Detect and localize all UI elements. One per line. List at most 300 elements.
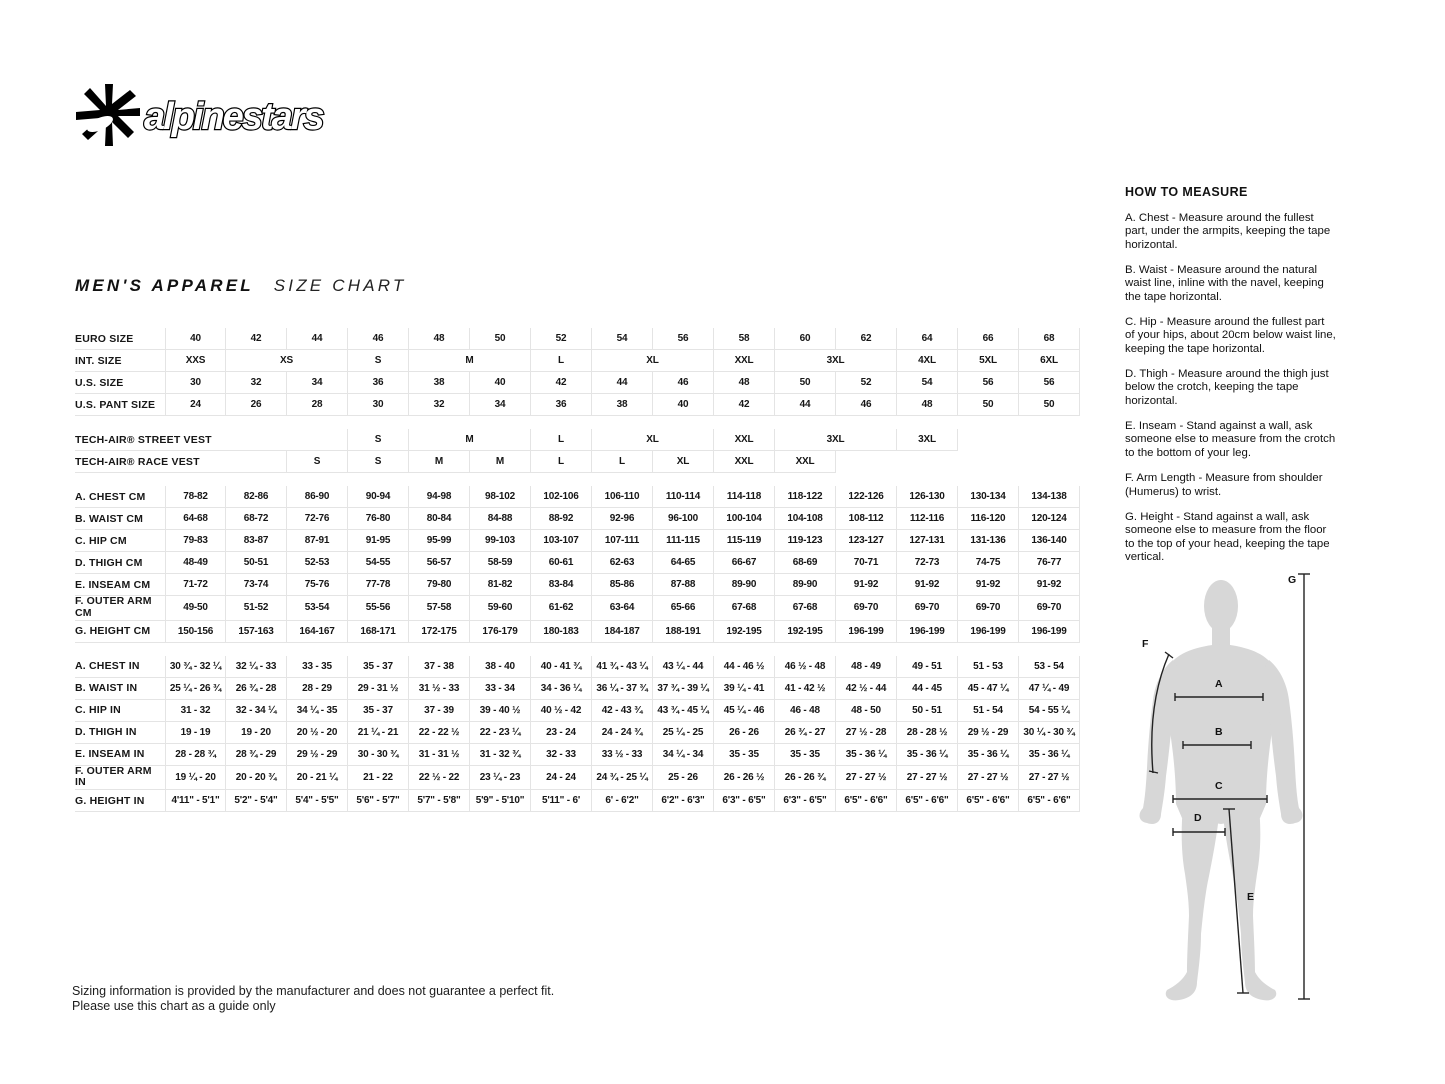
- size-cell: 184-187: [592, 621, 653, 643]
- size-cell: 56: [1019, 372, 1080, 394]
- size-cell: 35 - 36 ¼: [958, 744, 1019, 766]
- size-cell: 68: [1019, 328, 1080, 350]
- size-cell: 41 - 42 ½: [775, 678, 836, 700]
- size-cell: 26: [226, 394, 287, 416]
- measure-instruction-waist: B. Waist - Measure around the natural waist line, inline with the navel, keeping the tape horizontal.: [1125, 264, 1324, 303]
- row-label: TECH-AIR® STREET VEST: [75, 429, 165, 451]
- size-cell: 104-108: [775, 508, 836, 530]
- label-height: G: [1288, 574, 1297, 586]
- size-cell: S: [348, 451, 409, 473]
- size-cell: 23 ¼ - 23: [470, 766, 531, 791]
- size-cell: 38 - 40: [470, 656, 531, 678]
- size-cell: 4XL: [897, 350, 958, 372]
- size-cell: 110-114: [653, 486, 714, 508]
- size-cell: 188-191: [653, 621, 714, 643]
- size-cell: S: [348, 350, 409, 372]
- measure-instruction-height: G. Height - Stand against a wall, ask someone else to measure from the floor to the top of your head, keeping the tape vertical.: [1125, 510, 1330, 563]
- size-cell: 196-199: [836, 621, 897, 643]
- size-cell: 164-167: [287, 621, 348, 643]
- size-cell: 84-88: [470, 508, 531, 530]
- row-label: C. HIP CM: [75, 530, 165, 552]
- label-hip: C: [1215, 780, 1223, 792]
- size-cell: 82-86: [226, 486, 287, 508]
- size-cell: 42: [531, 372, 592, 394]
- size-cell: 20 - 20 ¾: [226, 766, 287, 791]
- size-cell: 28 ¾ - 29: [226, 744, 287, 766]
- size-cell: 64: [897, 328, 958, 350]
- height-line: [1298, 574, 1310, 999]
- size-cell: XL: [653, 451, 714, 473]
- size-cell: 52-53: [287, 552, 348, 574]
- size-cell: 54: [897, 372, 958, 394]
- size-cell: 54 - 55 ¼: [1019, 700, 1080, 722]
- row-label: D. THIGH CM: [75, 552, 165, 574]
- size-cell: 32 - 34 ¼: [226, 700, 287, 722]
- size-cell: 85-86: [592, 574, 653, 596]
- table-row: [75, 790, 1080, 812]
- size-cell: 196-199: [958, 621, 1019, 643]
- label-thigh: D: [1194, 812, 1202, 824]
- table-row: [75, 574, 1080, 596]
- size-cell: 130-134: [958, 486, 1019, 508]
- size-cell: 30 - 30 ¾: [348, 744, 409, 766]
- size-cell: 62-63: [592, 552, 653, 574]
- size-cell: 59-60: [470, 596, 531, 621]
- size-cell: 90-94: [348, 486, 409, 508]
- alpinestars-logo: [72, 80, 337, 155]
- size-cell: 46: [348, 328, 409, 350]
- size-cell: XXL: [714, 429, 775, 451]
- size-cell: 68-69: [775, 552, 836, 574]
- size-cell: 56-57: [409, 552, 470, 574]
- body-diagram-graphic: [1133, 566, 1315, 1028]
- table-row: [75, 486, 1080, 508]
- size-cell: 81-82: [470, 574, 531, 596]
- size-cell: 27 - 27 ½: [897, 766, 958, 791]
- size-cell: 37 ¾ - 39 ¼: [653, 678, 714, 700]
- size-cell: 19 - 19: [165, 722, 226, 744]
- row-label: G. HEIGHT CM: [75, 621, 165, 643]
- table-row: [75, 350, 1080, 372]
- size-cell: 107-111: [592, 530, 653, 552]
- size-cell: 28 - 29: [287, 678, 348, 700]
- size-cell: XS: [226, 350, 348, 372]
- size-cell: 3XL: [775, 350, 897, 372]
- size-cell: 33 ½ - 33: [592, 744, 653, 766]
- table-group: [75, 429, 1080, 473]
- table-row: [75, 678, 1080, 700]
- size-cell: 76-80: [348, 508, 409, 530]
- label-arm: F: [1142, 638, 1149, 650]
- alpinestars-logo-graphic: [72, 80, 337, 150]
- size-cell: 45 ¼ - 46: [714, 700, 775, 722]
- size-cell: 35 - 35: [714, 744, 775, 766]
- size-cell: 43 ¾ - 45 ¼: [653, 700, 714, 722]
- table-row: [75, 328, 1080, 350]
- size-cell: 5XL: [958, 350, 1019, 372]
- size-cell: 25 ¼ - 26 ¾: [165, 678, 226, 700]
- size-cell: 37 - 38: [409, 656, 470, 678]
- size-cell: 136-140: [1019, 530, 1080, 552]
- size-cell: 83-87: [226, 530, 287, 552]
- size-cell: 119-123: [775, 530, 836, 552]
- size-cell: 67-68: [775, 596, 836, 621]
- size-cell: 31 - 32 ¾: [470, 744, 531, 766]
- size-cell: 39 ¼ - 41: [714, 678, 775, 700]
- size-cell: M: [409, 429, 531, 451]
- size-cell: 29 ½ - 29: [958, 722, 1019, 744]
- size-cell: 68-72: [226, 508, 287, 530]
- size-cell: 72-76: [287, 508, 348, 530]
- size-cell: 91-92: [1019, 574, 1080, 596]
- size-cell: 176-179: [470, 621, 531, 643]
- footer-disclaimer: [72, 984, 554, 1015]
- size-cell: 3XL: [897, 429, 958, 451]
- size-cell: 26 ¾ - 27: [775, 722, 836, 744]
- size-cell: 21 - 22: [348, 766, 409, 791]
- size-cell: 58-59: [470, 552, 531, 574]
- size-cell: 36 ¼ - 37 ¾: [592, 678, 653, 700]
- size-cell: 102-106: [531, 486, 592, 508]
- row-label: U.S. SIZE: [75, 372, 165, 394]
- size-cell: 32: [226, 372, 287, 394]
- size-cell: 48: [409, 328, 470, 350]
- size-cell: 30: [165, 372, 226, 394]
- how-to-measure-title: HOW TO MEASURE: [1125, 185, 1248, 199]
- size-cell: 75-76: [287, 574, 348, 596]
- disclaimer-line-1: Sizing information is provided by the manufacturer and does not guarantee a perfect fit.: [72, 984, 555, 998]
- size-cell: 28 - 28 ¾: [165, 744, 226, 766]
- size-cell: 91-92: [836, 574, 897, 596]
- row-label: B. WAIST IN: [75, 678, 165, 700]
- size-cell: 91-92: [958, 574, 1019, 596]
- size-cell: 49 - 51: [897, 656, 958, 678]
- size-cell: [836, 451, 1080, 473]
- size-cell: 19 ¼ - 20: [165, 766, 226, 791]
- size-cell: 48: [897, 394, 958, 416]
- label-waist: B: [1215, 726, 1223, 738]
- size-cell: 46: [836, 394, 897, 416]
- size-cell: 58: [714, 328, 775, 350]
- size-cell: 56: [958, 372, 1019, 394]
- row-label: A. CHEST IN: [75, 656, 165, 678]
- size-cell: 5'2" - 5'4": [226, 790, 287, 812]
- size-cell: 6'3" - 6'5": [714, 790, 775, 812]
- size-cell: 29 - 31 ½: [348, 678, 409, 700]
- size-cell: 64-65: [653, 552, 714, 574]
- page-title-main: MEN'S APPAREL: [75, 276, 254, 295]
- row-label: E. INSEAM CM: [75, 574, 165, 596]
- table-row: [75, 700, 1080, 722]
- size-cell: 127-131: [897, 530, 958, 552]
- size-cell: 120-124: [1019, 508, 1080, 530]
- size-cell: 6' - 6'2": [592, 790, 653, 812]
- size-cell: 19 - 20: [226, 722, 287, 744]
- size-cell: 180-183: [531, 621, 592, 643]
- size-cell: 60-61: [531, 552, 592, 574]
- size-cell: 44 - 46 ½: [714, 656, 775, 678]
- size-cell: 34: [470, 394, 531, 416]
- size-cell: 77-78: [348, 574, 409, 596]
- size-cell: 41 ¾ - 43 ¼: [592, 656, 653, 678]
- size-cell: 39 - 40 ½: [470, 700, 531, 722]
- size-cell: 78-82: [165, 486, 226, 508]
- size-cell: 50: [775, 372, 836, 394]
- table-row: [75, 372, 1080, 394]
- size-cell: 26 - 26: [714, 722, 775, 744]
- table-row: [75, 451, 1080, 473]
- table-row: [75, 508, 1080, 530]
- star-icon: [76, 84, 140, 146]
- size-cell: 89-90: [775, 574, 836, 596]
- size-cell: 79-83: [165, 530, 226, 552]
- size-cell: 79-80: [409, 574, 470, 596]
- size-table: [75, 328, 1080, 812]
- size-cell: 42 - 43 ¾: [592, 700, 653, 722]
- size-cell: 31 ½ - 33: [409, 678, 470, 700]
- size-cell: 50 - 51: [897, 700, 958, 722]
- size-cell: 23 - 24: [531, 722, 592, 744]
- size-cell: 29 ½ - 29: [287, 744, 348, 766]
- size-cell: 108-112: [836, 508, 897, 530]
- row-label: D. THIGH IN: [75, 722, 165, 744]
- size-cell: 46: [653, 372, 714, 394]
- size-cell: 123-127: [836, 530, 897, 552]
- size-cell: 26 ¾ - 28: [226, 678, 287, 700]
- size-cell: 172-175: [409, 621, 470, 643]
- size-cell: L: [531, 451, 592, 473]
- size-cell: XXL: [714, 451, 775, 473]
- size-cell: 30 ¾ - 32 ¼: [165, 656, 226, 678]
- size-cell: 6'5" - 6'6": [958, 790, 1019, 812]
- size-cell: 126-130: [897, 486, 958, 508]
- size-cell: 91-95: [348, 530, 409, 552]
- size-cell: 52: [836, 372, 897, 394]
- disclaimer-line-2: Please use this chart as a guide only: [72, 999, 276, 1014]
- size-cell: 40 ½ - 42: [531, 700, 592, 722]
- size-cell: 25 - 26: [653, 766, 714, 791]
- size-cell: 34 - 36 ¼: [531, 678, 592, 700]
- size-cell: 35 - 36 ¼: [897, 744, 958, 766]
- size-cell: 5'11" - 6': [531, 790, 592, 812]
- size-cell: 44 - 45: [897, 678, 958, 700]
- size-cell: 31 - 32: [165, 700, 226, 722]
- size-cell: 6'2" - 6'3": [653, 790, 714, 812]
- size-cell: 196-199: [897, 621, 958, 643]
- table-row: [75, 656, 1080, 678]
- logo-wordmark: alpinestars: [144, 96, 323, 138]
- size-cell: 53 - 54: [1019, 656, 1080, 678]
- size-cell: 54: [592, 328, 653, 350]
- size-cell: 5'9" - 5'10": [470, 790, 531, 812]
- size-cell: 36: [348, 372, 409, 394]
- size-cell: 27 - 27 ½: [1019, 766, 1080, 791]
- size-cell: 24 ¾ - 25 ¼: [592, 766, 653, 791]
- size-cell: 42 ½ - 44: [836, 678, 897, 700]
- size-cell: 62: [836, 328, 897, 350]
- size-cell: 54-55: [348, 552, 409, 574]
- size-cell: 64-68: [165, 508, 226, 530]
- size-cell: 73-74: [226, 574, 287, 596]
- size-cell: 94-98: [409, 486, 470, 508]
- size-cell: 38: [409, 372, 470, 394]
- size-cell: 69-70: [836, 596, 897, 621]
- size-cell: 80-84: [409, 508, 470, 530]
- size-cell: 37 - 39: [409, 700, 470, 722]
- size-cell: 49-50: [165, 596, 226, 621]
- size-cell: 34 ¼ - 34: [653, 744, 714, 766]
- size-cell: 196-199: [1019, 621, 1080, 643]
- row-label: B. WAIST CM: [75, 508, 165, 530]
- size-cell: 48: [714, 372, 775, 394]
- size-cell: 6'3" - 6'5": [775, 790, 836, 812]
- size-cell: 45 - 47 ¼: [958, 678, 1019, 700]
- size-cell: 40 - 41 ¾: [531, 656, 592, 678]
- table-row: [75, 429, 1080, 451]
- size-cell: 6'5" - 6'6": [836, 790, 897, 812]
- body-measurement-diagram: [1133, 566, 1315, 1033]
- measure-instruction-thigh: D. Thigh - Measure around the thigh just below the crotch, keeping the tape horizontal.: [1125, 368, 1329, 407]
- size-cell: 122-126: [836, 486, 897, 508]
- size-cell: 65-66: [653, 596, 714, 621]
- how-to-measure-panel: [1125, 185, 1337, 576]
- size-cell: 116-120: [958, 508, 1019, 530]
- row-label: U.S. PANT SIZE: [75, 394, 165, 416]
- size-cell: XXL: [714, 350, 775, 372]
- label-chest: A: [1215, 678, 1223, 690]
- table-row: [75, 766, 1080, 791]
- size-cell: 35 - 35: [775, 744, 836, 766]
- size-cell: 74-75: [958, 552, 1019, 574]
- measure-instruction-hip: C. Hip - Measure around the fullest part of your hips, about 20cm below waist line, keeping the tape horizontal.: [1125, 316, 1336, 355]
- table-row: [75, 621, 1080, 643]
- row-label: EURO SIZE: [75, 328, 165, 350]
- size-cell: S: [348, 429, 409, 451]
- size-cell: 60: [775, 328, 836, 350]
- table-group: [75, 328, 1080, 416]
- size-cell: 134-138: [1019, 486, 1080, 508]
- row-label: C. HIP IN: [75, 700, 165, 722]
- size-cell: 53-54: [287, 596, 348, 621]
- size-cell: 192-195: [775, 621, 836, 643]
- size-cell: 20 ½ - 20: [287, 722, 348, 744]
- size-cell: 118-122: [775, 486, 836, 508]
- measure-instruction-inseam: E. Inseam - Stand against a wall, ask someone else to measure from the crotch to the bottom of your leg.: [1125, 420, 1336, 459]
- size-cell: 40: [653, 394, 714, 416]
- size-cell: 48-49: [165, 552, 226, 574]
- size-cell: 71-72: [165, 574, 226, 596]
- row-label: INT. SIZE: [75, 350, 165, 372]
- size-cell: 63-64: [592, 596, 653, 621]
- row-label: A. CHEST CM: [75, 486, 165, 508]
- size-cell: 67-68: [714, 596, 775, 621]
- size-cell: 88-92: [531, 508, 592, 530]
- size-cell: 44: [775, 394, 836, 416]
- size-cell: 83-84: [531, 574, 592, 596]
- size-cell: 22 - 22 ½: [409, 722, 470, 744]
- size-cell: 34: [287, 372, 348, 394]
- size-cell: 46 ½ - 48: [775, 656, 836, 678]
- size-cell: 44: [592, 372, 653, 394]
- size-cell: 43 ¼ - 44: [653, 656, 714, 678]
- measure-instruction-arm: F. Arm Length - Measure from shoulder (Humerus) to wrist.: [1125, 472, 1323, 498]
- size-cell: 26 - 26 ½: [714, 766, 775, 791]
- size-cell: 131-136: [958, 530, 1019, 552]
- row-label: F. OUTER ARM IN: [75, 766, 165, 791]
- size-cell: 35 - 36 ¼: [1019, 744, 1080, 766]
- size-cell: 44: [287, 328, 348, 350]
- page-title: [75, 276, 407, 296]
- size-cell: 6'5" - 6'6": [897, 790, 958, 812]
- size-cell: 46 - 48: [775, 700, 836, 722]
- size-cell: 61-62: [531, 596, 592, 621]
- size-cell: 51-52: [226, 596, 287, 621]
- size-cell: 87-91: [287, 530, 348, 552]
- size-cell: 99-103: [470, 530, 531, 552]
- table-group: [75, 656, 1080, 813]
- size-cell: 76-77: [1019, 552, 1080, 574]
- size-cell: 33 - 35: [287, 656, 348, 678]
- table-group: [75, 486, 1080, 643]
- size-cell: 89-90: [714, 574, 775, 596]
- size-cell: 192-195: [714, 621, 775, 643]
- size-cell: 95-99: [409, 530, 470, 552]
- size-cell: 150-156: [165, 621, 226, 643]
- size-cell: M: [409, 451, 470, 473]
- size-cell: 34 ¼ - 35: [287, 700, 348, 722]
- size-cell: 91-92: [897, 574, 958, 596]
- size-cell: 112-116: [897, 508, 958, 530]
- size-cell: 36: [531, 394, 592, 416]
- size-cell: 22 ½ - 22: [409, 766, 470, 791]
- size-cell: 24 - 24: [531, 766, 592, 791]
- size-cell: 98-102: [470, 486, 531, 508]
- table-row: [75, 596, 1080, 621]
- size-cell: S: [287, 451, 348, 473]
- size-cell: 48 - 49: [836, 656, 897, 678]
- size-cell: L: [531, 429, 592, 451]
- size-cell: 31 - 31 ½: [409, 744, 470, 766]
- size-cell: 86-90: [287, 486, 348, 508]
- size-cell: [958, 429, 1080, 451]
- size-cell: 27 - 27 ½: [958, 766, 1019, 791]
- size-cell: 56: [653, 328, 714, 350]
- size-cell: 96-100: [653, 508, 714, 530]
- size-cell: 27 - 27 ½: [836, 766, 897, 791]
- size-cell: XXL: [775, 451, 836, 473]
- size-cell: 66-67: [714, 552, 775, 574]
- size-cell: 3XL: [775, 429, 897, 451]
- size-cell: 35 - 36 ¼: [836, 744, 897, 766]
- size-cell: 115-119: [714, 530, 775, 552]
- size-cell: 20 - 21 ¼: [287, 766, 348, 791]
- size-cell: 51 - 53: [958, 656, 1019, 678]
- size-cell: 30 ¼ - 30 ¾: [1019, 722, 1080, 744]
- size-cell: 157-163: [226, 621, 287, 643]
- size-cell: 50-51: [226, 552, 287, 574]
- size-cell: 50: [470, 328, 531, 350]
- size-cell: 35 - 37: [348, 700, 409, 722]
- size-cell: 111-115: [653, 530, 714, 552]
- size-cell: 6XL: [1019, 350, 1080, 372]
- size-cell: XL: [592, 350, 714, 372]
- size-cell: 57-58: [409, 596, 470, 621]
- size-cell: 114-118: [714, 486, 775, 508]
- size-cell: 168-171: [348, 621, 409, 643]
- size-cell: 40: [165, 328, 226, 350]
- size-cell: 32 - 33: [531, 744, 592, 766]
- size-cell: 48 - 50: [836, 700, 897, 722]
